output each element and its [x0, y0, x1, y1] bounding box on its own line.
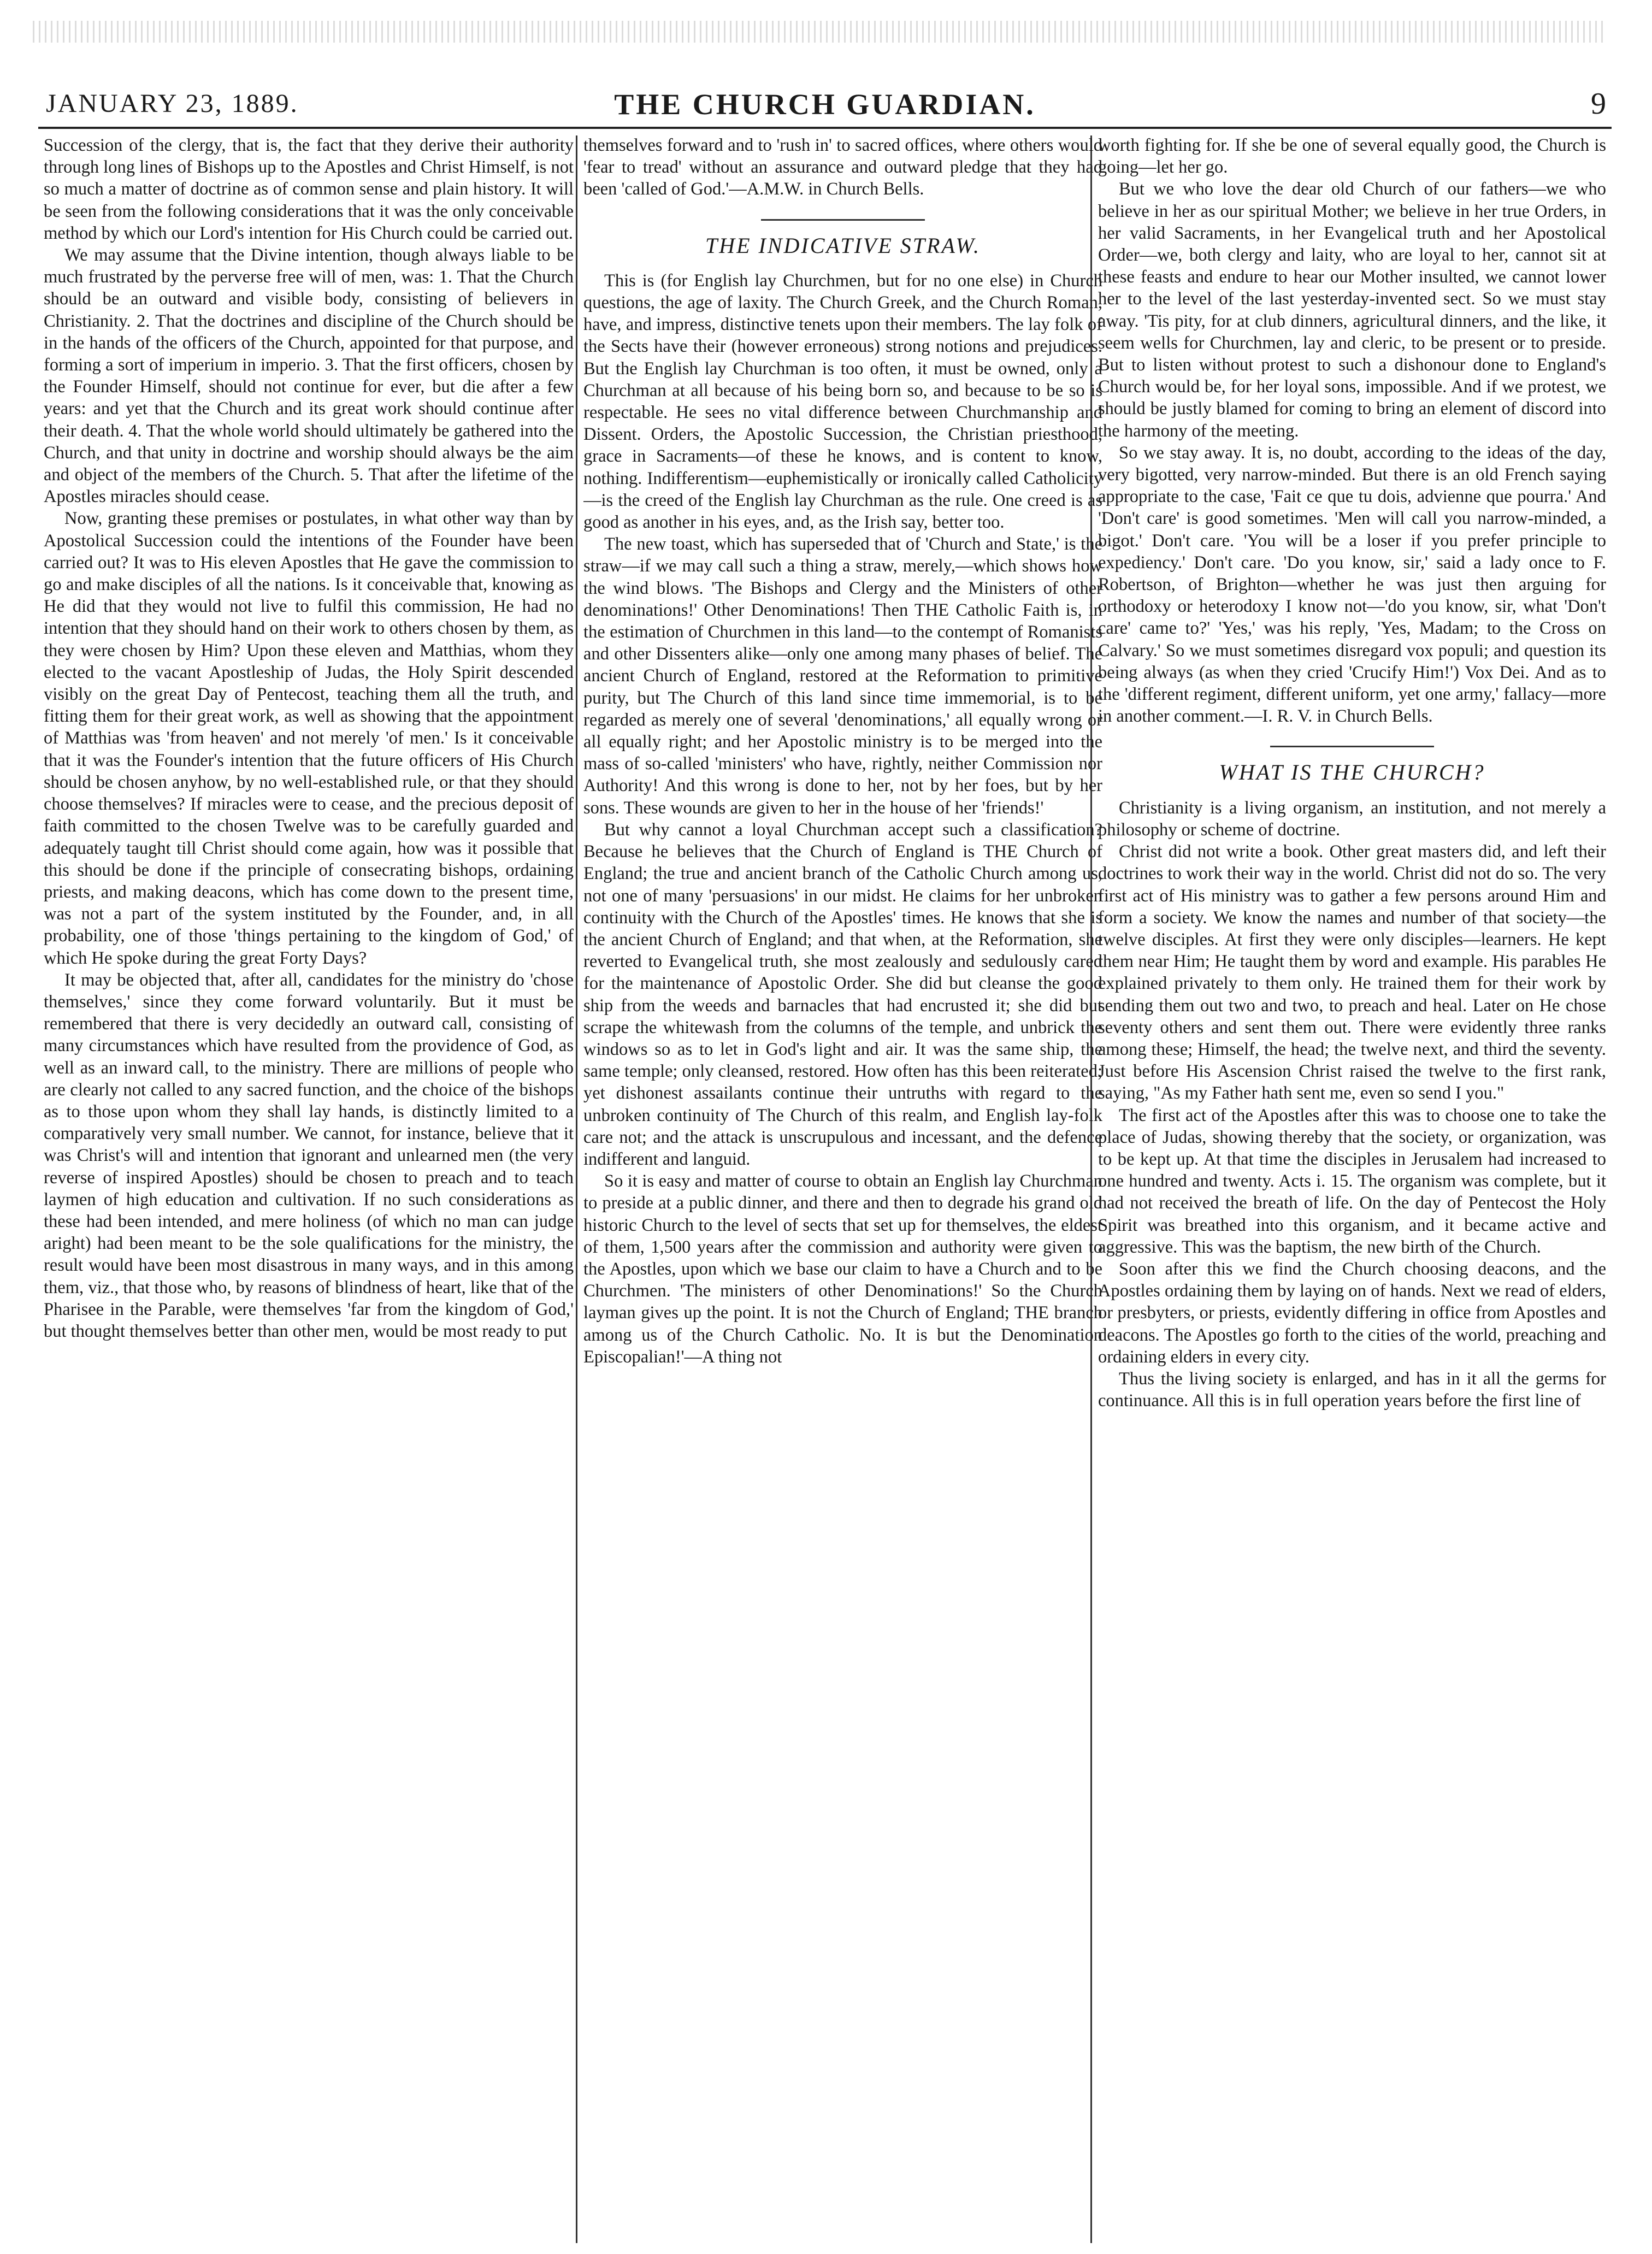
header-rule — [38, 127, 1612, 129]
page-number: 9 — [1591, 87, 1606, 121]
article-paragraph: We may assume that the Divine intention, though always liable to be much frustrated by the perverse free will of men, was: 1. That the Church should be an outward and visible body, consisting of believers in Christianity. 2. That the doctrines and discipline of the Church should be in the hands of the officers of the Church, appointed for that purpose, and forming a sort of imperium in imperio. 3. That the first officers, chosen by the Founder Himself, should not continue for ever, but die after a few years: and yet that the Church and its great work should continue after their death. 4. That the whole world should ultimately be gathered into the Church, and that unity in doctrine and worship should always be the aim and object of the members of the Church. 5. That after the lifetime of the Apostles miracles should cease. — [44, 245, 574, 507]
column-2 — [583, 134, 1102, 2243]
article-paragraph: The first act of the Apostles after this was to choose one to take the place of Judas, showing thereby that the society, or organization, was to be kept up. At that time the disciples in Jerusalem had increased to one hundred and twenty. Acts i. 15. The organism was complete, but it had not received the breath of life. On the day of Pentecost the Holy Spirit was breathed into this organism, and it became active and aggressive. This was the baptism, the new birth of the Church. — [1098, 1105, 1606, 1257]
section-rule — [1270, 746, 1434, 747]
article-paragraph: Succession of the clergy, that is, the fact that they derive their authority through long lines of Bishops up to the Apostles and Christ Himself, is not so much a matter of doctrine as of common sense and plain history. It will be seen from the following considerations that it was the only conceivable method by which our Lord's intention for His Church could be carried out. — [44, 135, 574, 243]
section-title-indicative-straw: THE INDICATIVE STRAW. — [705, 233, 981, 258]
article-paragraph: So it is easy and matter of course to obtain an English lay Churchman to preside at a public dinner, and there and then to degrade his grand old historic Church to the level of sects that set up for themselves, the eldest of them, 1,500 years after the commission and authority were given to the Apostles, upon which we base our claim to have a Church and to be Churchmen. 'The ministers of other Denominations!' So the Church layman gives up the point. It is not the Church of England; THE branch among us of the Church Catholic. No. It is but the Denomination Episcopalian!'—A thing not — [583, 1171, 1102, 1367]
column-3 — [1098, 134, 1606, 2243]
article-paragraph: Now, granting these premises or postulates, in what other way than by Apostolical Succession could the intentions of the Founder have been carried out? It was to His eleven Apostles that He gave the commission to go and make disciples of all the nations. Is it conceivable that, knowing as He did that they would not live to fulfil this commission, He had no intention that they should hand on their work to others chosen by them, as they were chosen by Him? Upon these eleven and Matthias, whom they elected to the vacant Apostleship of Judas, the Holy Spirit descended visibly on the great Day of Pentecost, teaching them all the truth, and fitting them for their great work, as well as showing that the appointment of Matthias was 'from heaven' and not merely 'of men.' Is it conceivable that it was the Founder's intention that the future officers of His Church should be chosen anyhow, by no well-established rule, or that they should choose themselves? If miracles were to cease, and the precious deposit of faith committed to the chosen Twelve was to be carefully guarded and adequately taught till Christ should come again, how was it possible that this should be done if the principle of consecrating bishops, ordaining priests, and making deacons, which has come down to the present time, was not a part of the system instituted by the Founder, and, in all probability, one of those 'things pertaining to the kingdom of God,' of which He spoke during the great Forty Days? — [44, 509, 574, 968]
article-paragraph: worth fighting for. If she be one of several equally good, the Church is going—let her go. — [1098, 135, 1606, 178]
article-paragraph: Soon after this we find the Church choosing deacons, and the Apostles ordaining them by laying on of hands. Next we read of elders, or presbyters, or priests, evidently differing in office from Apostles and deacons. The Apostles go forth to the cities of the world, preaching and ordaining elders in every city. — [1098, 1259, 1606, 1367]
article-paragraph: But we who love the dear old Church of our fathers—we who believe in her as our spiritual Mother; we believe in her true Orders, in her valid Sacraments, in her Evangelical truth and her Apostolical Order—we, both clergy and laity, who are loyal to her, cannot sit at these feasts and endure to hear our Mother insulted, we cannot lower her to the level of the last yesterday-invented sect. So we must stay away. 'Tis pity, for at club dinners, agricultural dinners, and the like, it seem wells for Churchmen, lay and cleric, to be present or to preside. But to listen without protest to such a dishonour done to England's Church would be, for her loyal sons, impossible. And if we protest, we should be justly blamed for coming to bring an element of discord into the harmony of the meeting. — [1098, 179, 1606, 441]
article-paragraph: It may be objected that, after all, candidates for the ministry do 'chose themselves,' since they come forward voluntarily. But it must be remembered that there is very decidedly an outward call, consisting of many circumstances which have resulted from the providence of God, as well as an inward call, to the ministry. There are millions of people who are clearly not called to any sacred function, and the choice of the bishops as to those upon whom they shall lay hands, is distinctly limited to a comparatively very small number. We cannot, for instance, believe that it was Christ's will and intention that ignorant and unlearned men (the very reverse of inspired Apostles) should be chosen to preach and to teach laymen of high education and cultivation. If no such considerations as these had been intended, and mere holiness (of which no man can judge aright) had been meant to be the sole qualifications for the ministry, the result would have been most disastrous in many ways, and in this among them, viz., that those who, by reasons of blindness of heart, like that of the Pharisee in the Parable, were themselves 'far from the kingdom of God,' but thought themselves better than other men, would be most ready to put — [44, 970, 574, 1341]
article-paragraph: But why cannot a loyal Churchman accept such a classification? Because he believes that the Church of England is THE Church of England; the true and ancient branch of the Catholic Church among us, not one of many 'persuasions' in our midst. He claims for her unbroken continuity with the Church of the Apostles' times. He knows that she is the ancient Church of England; and that when, at the Reformation, she reverted to Evangelical truth, she most zealously and sedulously cared for the maintenance of Apostolic Order. She did but cleanse the good ship from the weeds and barnacles that had encrusted it; she did but scrape the whitewash from the columns of the temple, and unbrick the windows so as to let in God's light and air. It was the same ship, the same temple; only cleansed, restored. How often has this been reiterated; yet dishonest assailants continue their untruths with regard to the unbroken continuity of The Church of this realm, and English lay-folk care not; and the attack is unscrupulous and incessant, and the defence indifferent and languid. — [583, 819, 1102, 1169]
page-header — [38, 83, 1612, 121]
article-paragraph: Christ did not write a book. Other great masters did, and left their doctrines to work their way in the world. Christ did not do so. The very first act of His ministry was to gather a few persons around Him and form a society. We know the names and number of that society—the twelve disciples. At first they were only disciples—learners. He kept them near Him; He taught them by word and example. His parables He explained privately to them only. He trained them for their work by sending them out two and two, to preach and heal. Later on He chose seventy others and sent them out. There were evidently three ranks among these; Himself, the head; the twelve next, and third the seventy. Just before His Ascension Christ raised the twelve to the first rank, saying, "As my Father hath sent me, even so send I you." — [1098, 842, 1606, 1104]
column-1 — [44, 134, 574, 2243]
issue-date: JANUARY 23, 1889. — [46, 89, 299, 118]
print-smudge — [33, 21, 1606, 43]
article-paragraph: Christianity is a living organism, an institution, and not merely a philosophy or scheme of doctrine. — [1098, 798, 1606, 840]
section-rule — [761, 219, 925, 221]
section-title-what-is-the-church: WHAT IS THE CHURCH? — [1219, 760, 1485, 785]
column-divider — [576, 135, 577, 2243]
article-paragraph: So we stay away. It is, no doubt, according to the ideas of the day, very bigotted, very narrow-minded. But there is an old French saying appropriate to the case, 'Fait ce que tu dois, advienne que pourra.' And 'Don't care' is good sometimes. 'Men will call you narrow-minded, a bigot.' Don't care. 'You will be a loser if you prefer principle to expediency.' Don't care. 'Do you know, sir,' said a lady once to F. Robertson, of Brighton—whether he was just then arguing for orthodoxy or heterodoxy I know not—'do you know, sir, what 'Don't care' came to?' 'Yes,' was his reply, 'Yes, Madam; to the Cross on Calvary.' So we must sometimes disregard vox populi; and question its being always (as when they cried 'Crucify Him!') Vox Dei. And as to the 'different regiment, different uniform, yet one army,' fallacy—more in another comment.—I. R. V. in Church Bells. — [1098, 442, 1606, 727]
newspaper-title: THE CHURCH GUARDIAN. — [614, 88, 1036, 121]
article-paragraph: This is (for English lay Churchmen, but for no one else) in Church questions, the age of laxity. The Church Greek, and the Church Roman, have, and impress, distinctive tenets upon their members. The lay folk of the Sects have their (however erroneous) strong notions and prejudices. But the English lay Churchman is too often, it must be owned, only a Churchman at all because of his being born so, and because to be so is respectable. He sees no vital difference between Churchmanship and Dissent. Orders, the Apostolic Succession, the Christian priesthood, grace in Sacraments—of these he knows, and is content to know, nothing. Indifferentism—euphemistically or ironically called Catholicity—is the creed of the English lay Churchman as the rule. One creed is as good as another in his eyes, and, as the Irish say, better too. — [583, 270, 1102, 533]
article-paragraph: The new toast, which has superseded that of 'Church and State,' is the straw—if we may call such a thing a straw, merely,—which shows how the wind blows. 'The Bishops and Clergy and the Ministers of other denominations!' Other Denominations! Then THE Catholic Faith is, in the estimation of Churchmen in this land—to the contempt of Romanists and other Dissenters alike—only one among many phases of belief. The ancient Church of England, restored at the Reformation to primitive purity, but The Church of this land since time immemorial, is to be regarded as merely one of several 'denominations,' all equally wrong or all equally right; and her Apostolic ministry is to be merged into the mass of so-called 'ministers' who have, rightly, neither Commission nor Authority! And this wrong is done to her, not by her foes, but by her sons. These wounds are given to her in the house of her 'friends!' — [583, 534, 1102, 818]
article-paragraph: themselves forward and to 'rush in' to sacred offices, where others would 'fear to tread' without an assurance and outward pledge that they had been 'called of God.'—A.M.W. in Church Bells. — [583, 135, 1102, 199]
article-paragraph: Thus the living society is enlarged, and has in it all the germs for continuance. All this is in full operation years before the first line of — [1098, 1368, 1606, 1411]
